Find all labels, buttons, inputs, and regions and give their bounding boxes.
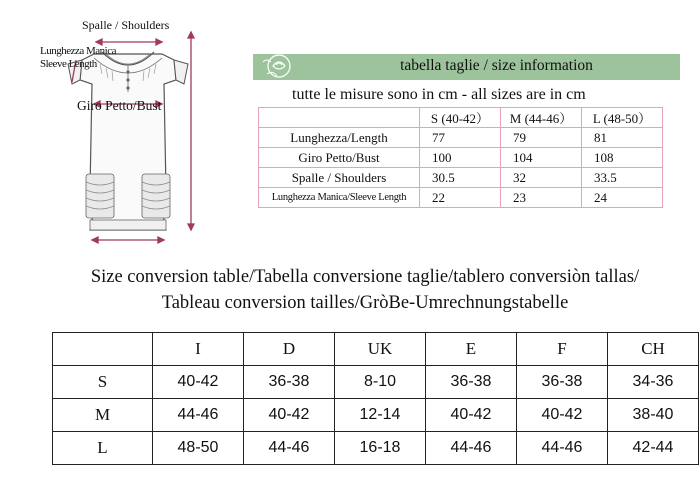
measurement-row-sleeve	[259, 188, 663, 208]
conversion-cell: 38-40	[608, 399, 699, 432]
conversion-cell: 40-42	[517, 399, 608, 432]
sleeve-label-line2: Sleeve Length	[40, 58, 97, 70]
conversion-cell: 16-18	[335, 432, 426, 465]
conversion-cell: 34-36	[608, 366, 699, 399]
header-size-m: M (44-46）	[501, 108, 582, 128]
conversion-cell: 40-42	[244, 399, 335, 432]
size-info-title: tabella taglie / size information	[400, 57, 593, 74]
conversion-cell: 36-38	[517, 366, 608, 399]
value-cell: 30.5	[420, 168, 501, 188]
conversion-cell: 48-50	[153, 432, 244, 465]
conversion-cell: 12-14	[335, 399, 426, 432]
size-label: S	[53, 366, 153, 399]
conversion-cell: 44-46	[517, 432, 608, 465]
sleeve-length-label	[40, 45, 116, 71]
header-blank-cell	[53, 333, 153, 366]
value-cell: 23	[501, 188, 582, 208]
value-cell: 24	[582, 188, 663, 208]
row-label: Giro Petto/Bust	[259, 148, 420, 168]
conversion-cell: 40-42	[426, 399, 517, 432]
header-country-ch: CH	[608, 333, 699, 366]
bust-label: Giro Petto/Bust	[77, 98, 162, 113]
conversion-header-row	[53, 333, 699, 366]
row-label: Lunghezza/Length	[259, 128, 420, 148]
conversion-cell: 8-10	[335, 366, 426, 399]
conversion-cell: 36-38	[244, 366, 335, 399]
size-label: M	[53, 399, 153, 432]
measurement-row-shoulders	[259, 168, 663, 188]
header-country-uk: UK	[335, 333, 426, 366]
measurement-row-bust	[259, 148, 663, 168]
units-subtitle: tutte le misure sono in cm - all sizes are in cm	[292, 86, 586, 103]
shoulders-label: Spalle / Shoulders	[82, 18, 170, 32]
value-cell: 77	[420, 128, 501, 148]
value-cell: 104	[501, 148, 582, 168]
row-label: Spalle / Shoulders	[259, 168, 420, 188]
conversion-title-line1: Size conversion table/Tabella conversione taglie/tablero conversiòn tallas/	[90, 267, 640, 287]
header-country-e: E	[426, 333, 517, 366]
size-label: L	[53, 432, 153, 465]
conversion-title	[0, 264, 700, 316]
conversion-title-line2: Tableau conversion tailles/GròBe-Umrechnungstabelle	[161, 293, 569, 313]
header-blank-cell	[259, 108, 420, 128]
header-country-i: I	[153, 333, 244, 366]
conversion-table	[52, 332, 699, 465]
value-cell: 33.5	[582, 168, 663, 188]
conversion-row-m	[53, 399, 699, 432]
measurement-row-length	[259, 128, 663, 148]
conversion-cell: 42-44	[608, 432, 699, 465]
sleeve-label-line1: Lunghezza Manica	[40, 45, 116, 57]
value-cell: 81	[582, 128, 663, 148]
value-cell: 100	[420, 148, 501, 168]
measurement-header-row	[259, 108, 663, 128]
conversion-row-s	[53, 366, 699, 399]
header-country-f: F	[517, 333, 608, 366]
header-country-d: D	[244, 333, 335, 366]
conversion-row-l	[53, 432, 699, 465]
conversion-cell: 44-46	[244, 432, 335, 465]
conversion-cell: 44-46	[153, 399, 244, 432]
value-cell: 22	[420, 188, 501, 208]
measurement-table	[258, 107, 663, 208]
conversion-cell: 40-42	[153, 366, 244, 399]
conversion-cell: 36-38	[426, 366, 517, 399]
value-cell: 32	[501, 168, 582, 188]
header-size-l: L (48-50）	[582, 108, 663, 128]
row-label: Lunghezza Manica/Sleeve Length	[259, 188, 420, 208]
value-cell: 108	[582, 148, 663, 168]
header-size-s: S (40-42）	[420, 108, 501, 128]
value-cell: 79	[501, 128, 582, 148]
size-info-banner	[253, 54, 680, 80]
conversion-cell: 44-46	[426, 432, 517, 465]
